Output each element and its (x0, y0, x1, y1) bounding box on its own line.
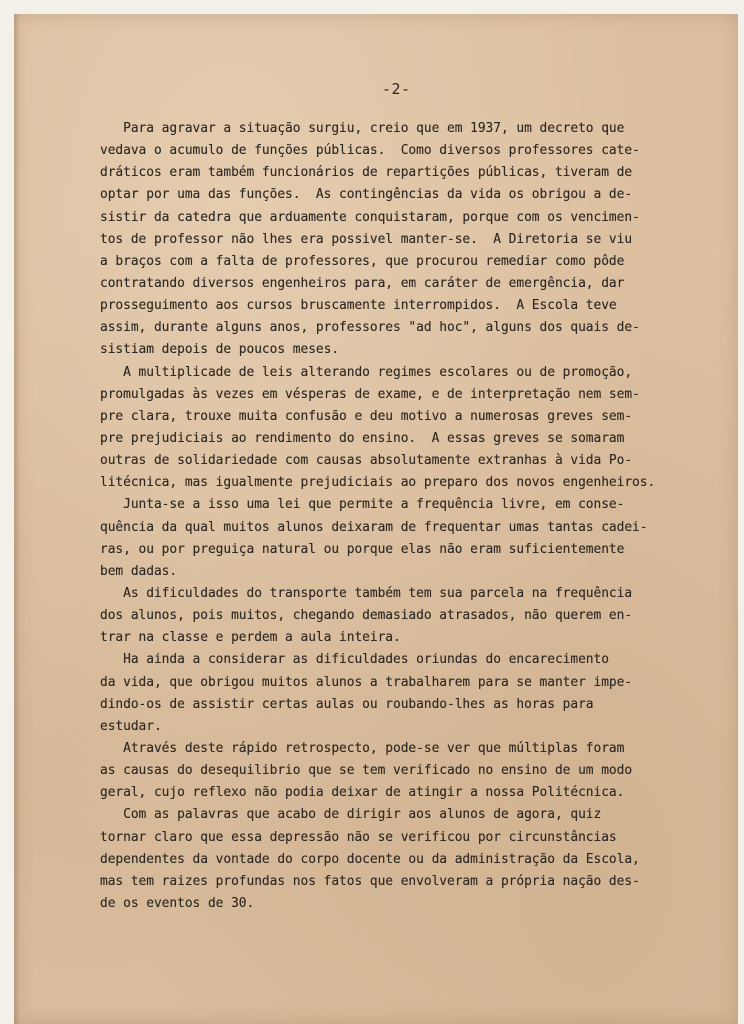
text-line: dos alunos, pois muitos, chegando demasiado atrasados, não querem en- (100, 608, 633, 624)
text-line: Através deste rápido retrospecto, pode-se ver que múltiplas foram (100, 740, 625, 756)
text-line: prosseguimento aos cursos bruscamente interrompidos. A Escola teve (100, 298, 617, 314)
text-line: de os eventos de 30. (100, 895, 255, 911)
text-line: dráticos eram também funcionários de repartições públicas, tiveram de (100, 165, 633, 181)
text-line: Para agravar a situação surgiu, creio que em 1937, um decreto que (100, 121, 625, 136)
text-line: tos de professor não lhes era possivel manter-se. A Diretoria se viu (100, 231, 633, 247)
text-line: pre clara, trouxe muita confusão e deu motivo a numerosas greves sem- (100, 408, 633, 424)
text-line: promulgadas às vezes em vésperas de exame, e de interpretação nem sem- (100, 386, 640, 402)
page-number: -2- (382, 80, 411, 98)
typewritten-text (100, 118, 740, 915)
text-line: geral, cujo reflexo não podia deixar de atingir a nossa Politécnica. (100, 785, 625, 801)
text-line: Com as palavras que acabo de dirigir aos alunos de agora, quiz (100, 807, 602, 823)
text-line: bem dadas. (100, 563, 178, 579)
text-line: sistiam depois de poucos meses. (100, 342, 340, 358)
text-line: quência da qual muitos alunos deixaram de frequentar umas tantas cadei- (100, 519, 648, 535)
text-line: contratando diversos engenheiros para, em caráter de emergência, dar (100, 275, 625, 291)
text-line: estudar. (100, 718, 162, 734)
text-line: dependentes da vontade do corpo docente ou da administração da Escola, (100, 851, 640, 867)
text-line: dindo-os de assistir certas aulas ou roubando-lhes as horas para (100, 696, 594, 712)
text-line: sistir da catedra que arduamente conquistaram, porque com os vencimen- (100, 209, 640, 225)
text-line: As dificuldades do transporte também tem sua parcela na frequência (100, 585, 633, 601)
text-line: a braços com a falta de professores, que procurou remediar como pôde (100, 253, 625, 269)
text-line: A multiplicade de leis alterando regimes escolares ou de promoção, (100, 364, 633, 380)
text-line: Junta-se a isso uma lei que permite a frequência livre, em conse- (100, 497, 625, 513)
text-line: trar na classe e perdem a aula inteira. (100, 630, 401, 646)
text-line: optar por uma das funções. As contingências da vida os obrigou a de- (100, 187, 633, 203)
text-line: tornar claro que essa depressão não se verificou por circunstâncias (100, 829, 617, 845)
paper-edge-shadow (14, 14, 20, 1024)
text-line: mas tem raizes profundas nos fatos que envolveram a própria nação des- (100, 873, 640, 889)
text-line: da vida, que obrigou muitos alunos a trabalharem para se manter impe- (100, 674, 633, 690)
text-line: litécnica, mas igualmente prejudiciais ao preparo dos novos engenheiros. (100, 475, 656, 491)
text-line: vedava o acumulo de funções públicas. Como diversos professores cate- (100, 143, 640, 159)
text-line: as causas do desequilibrio que se tem verificado no ensino de um modo (100, 763, 633, 779)
text-line: ras, ou por preguiça natural ou porque elas não eram suficientemente (100, 541, 625, 557)
text-line: assim, durante alguns anos, professores "ad hoc", alguns dos quais de- (100, 320, 640, 336)
text-line: outras de solidariedade com causas absolutamente extranhas à vida Po- (100, 453, 633, 469)
text-line: Ha ainda a considerar as dificuldades oriundas do encarecimento (100, 652, 609, 668)
text-line: pre prejudiciais ao rendimento do ensino. A essas greves se somaram (100, 430, 625, 446)
